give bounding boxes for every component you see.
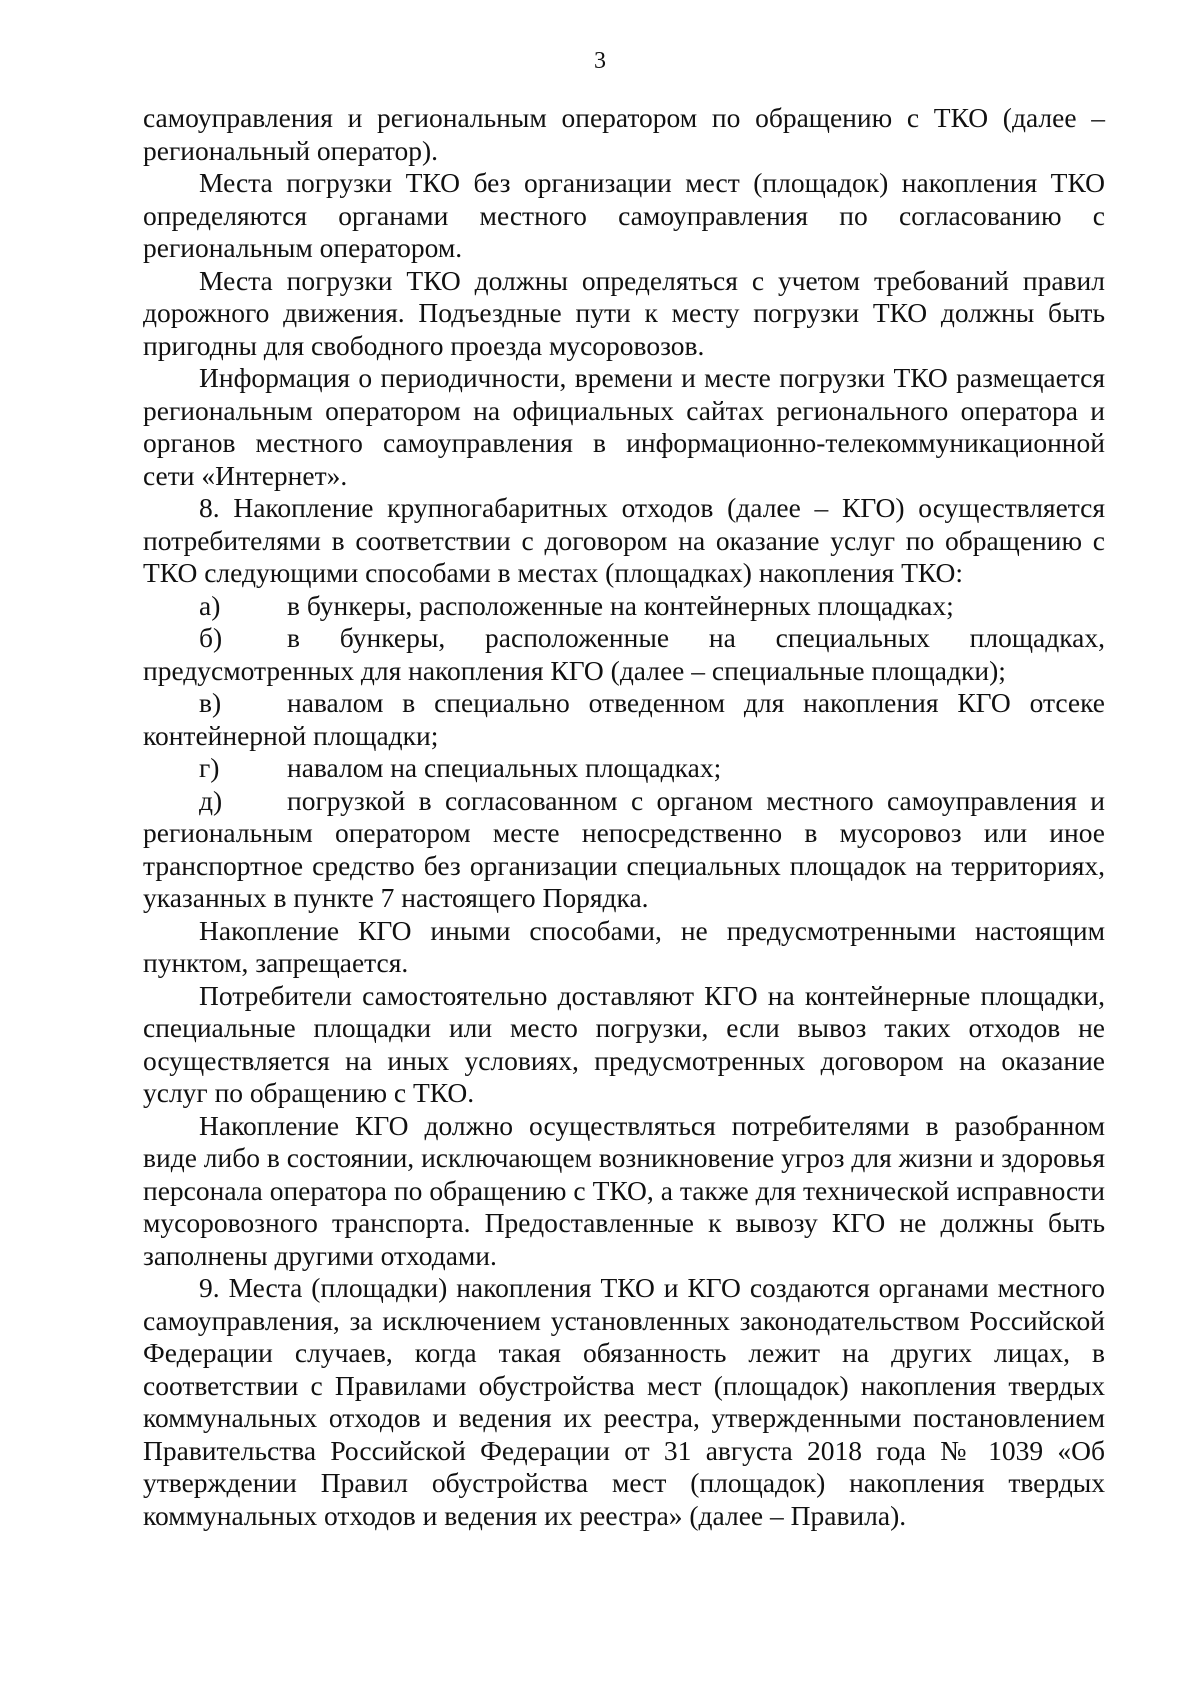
list-item-a (143, 590, 1105, 623)
paragraph-item-9: 9. Места (площадки) накопления ТКО и КГО создаются органами местного самоуправления, за исключением установленных законодательством Российской Федерации случаев, когда такая обязанность лежит на других лицах, в соответствии с Правилами обустройства мест (площадок) накопления твердых коммунальных отходов и ведения их реестра, утвержденными постановлением Правительства Российской Федерации от 31 августа 2018 года № 1039 «Об утверждении Правил обустройства мест (площадок) накопления твердых коммунальных отходов и ведения их реестра» (далее – Правила). (143, 1272, 1105, 1531)
paragraph-continuation: самоуправления и региональным оператором по обращению с ТКО (далее – региональный оператор). (143, 102, 1105, 166)
list-item-d (143, 785, 1105, 915)
list-text: погрузкой в согласованном с органом местного самоуправления и региональным оператором месте непосредственно в мусоровоз или иное транспортное средство без организации специальных площадок на территориях, указанных в пункте 7 настоящего Порядка. (143, 784, 1105, 913)
paragraph-traffic-rules: Места погрузки ТКО должны определяться с учетом требований правил дорожного движения. Подъездные пути к месту погрузки ТКО должны быть пригодны для свободного проезда мусоровозов. (143, 264, 1105, 361)
paragraph-information: Информация о периодичности, времени и месте погрузки ТКО размещается региональным оператором на официальных сайтах регионального оператора и органов местного самоуправления в информационно-телекоммуникационной сети «Интернет». (143, 362, 1105, 491)
list-marker: д) (199, 784, 223, 816)
list-item-b (143, 622, 1105, 687)
list-marker: в) (199, 687, 222, 718)
document-body (143, 102, 1105, 1532)
paragraph-loading-places: Места погрузки ТКО без организации мест (площадок) накопления ТКО определяются органами местного самоуправления по согласованию с региональным оператором. (143, 167, 1105, 263)
list-text: навалом в специально отведенном для накопления КГО отсеке контейнерной площадки; (143, 687, 1105, 751)
paragraph-item-8: 8. Накопление крупногабаритных отходов (далее – КГО) осуществляется потребителями в соответствии с договором на оказание услуг по обращению с ТКО следующими способами в местах (площадках) накопления ТКО: (143, 492, 1105, 588)
list-item-v (143, 687, 1105, 752)
list-item-g (143, 752, 1105, 785)
list-text: в бункеры, расположенные на специальных площадках, предусмотренных для накопления КГО (далее – специальные площадки); (143, 622, 1105, 686)
list-marker: а) (199, 589, 221, 621)
paragraph-other-methods-forbidden: Накопление КГО иными способами, не предусмотренными настоящим пунктом, запрещается. (143, 914, 1105, 978)
paragraph-consumers-deliver: Потребители самостоятельно доставляют КГО на контейнерные площадки, специальные площадки или место погрузки, если вывоз таких отходов не осуществляется на иных условиях, предусмотренных договором на оказание услуг по обращению с ТКО. (143, 979, 1105, 1108)
list-marker: г) (199, 752, 220, 783)
list-text: в бункеры, расположенные на контейнерных площадках; (287, 589, 954, 621)
list-marker: б) (199, 622, 223, 653)
paragraph-disassembled: Накопление КГО должно осуществляться потребителями в разобранном виде либо в состоянии, исключающем возникновение угроз для жизни и здоровья персонала оператора по обращению с ТКО, а также для технической исправности мусоровозного транспорта. Предоставленные к вывозу КГО не должны быть заполнены другими отходами. (143, 1109, 1105, 1271)
list-text: навалом на специальных площадках; (287, 752, 722, 783)
page-number: 3 (594, 48, 606, 74)
